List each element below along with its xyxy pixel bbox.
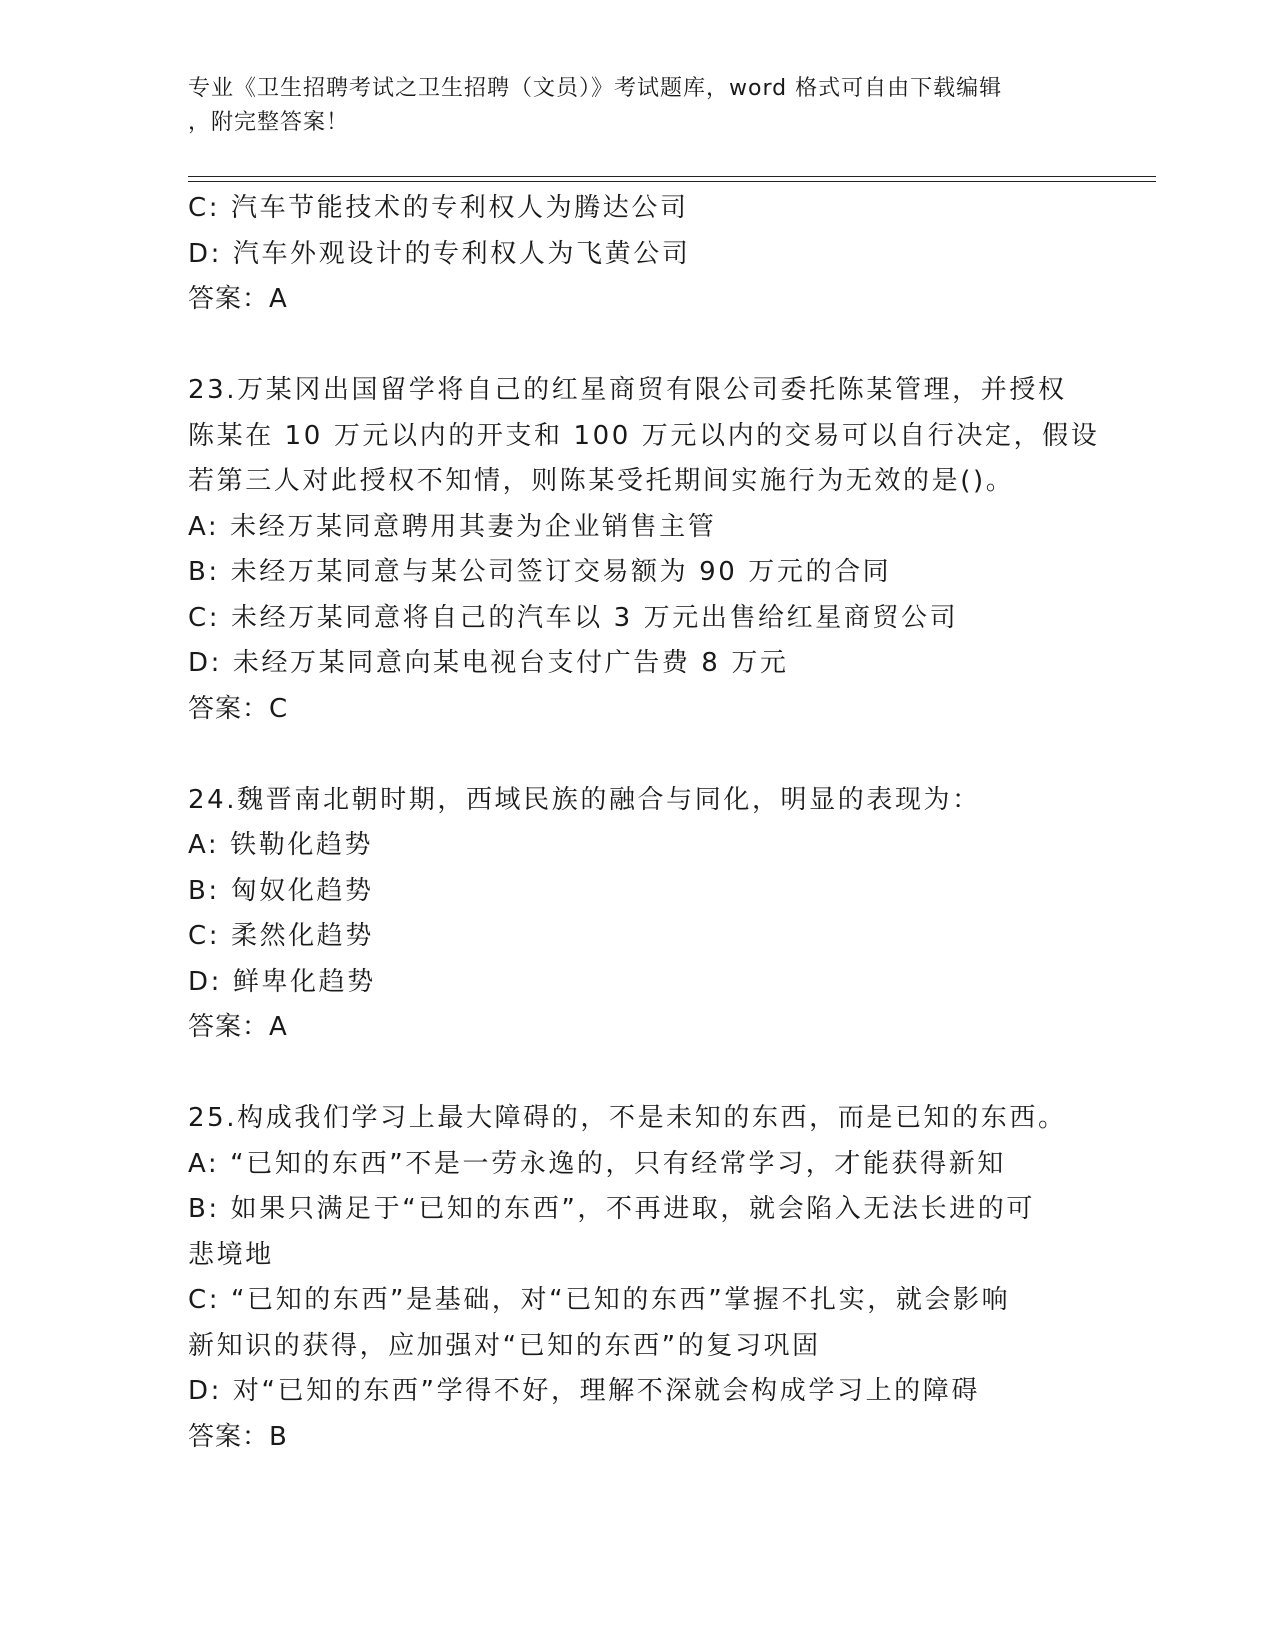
question-block-prev bbox=[188, 186, 1088, 323]
option-b-cont: 悲境地 bbox=[188, 1239, 274, 1270]
header-line-2: ，附完整答案！ bbox=[188, 110, 350, 135]
question-stem-cont: 若第三人对此授权不知情，则陈某受托期间实施行为无效的是()。 bbox=[188, 466, 1015, 496]
spacer bbox=[188, 1051, 1088, 1097]
option-d: D: 对“已知的东西”学得不好，理解不深就会构成学习上的障碍 bbox=[188, 1376, 980, 1406]
question-stem-cont: 陈某在 10 万元以内的开支和 100 万元以内的交易可以自行决定，假设 bbox=[188, 420, 1100, 451]
option-b: B: 匈奴化趋势 bbox=[188, 875, 374, 906]
spacer bbox=[188, 323, 1088, 369]
option-b: B: 如果只满足于“已知的东西”，不再进取，就会陷入无法长进的可 bbox=[188, 1194, 1036, 1224]
spacer bbox=[188, 732, 1088, 778]
option-d: D: 汽车外观设计的专利权人为飞黄公司 bbox=[188, 238, 691, 269]
question-list bbox=[188, 186, 1100, 1460]
option-b: B: 未经万某同意与某公司签订交易额为 90 万元的合同 bbox=[188, 557, 892, 587]
answer-label: 答案：A bbox=[188, 284, 288, 314]
option-c: C: 汽车节能技术的专利权人为腾达公司 bbox=[188, 193, 689, 223]
header-line-1: 专业《卫生招聘考试之卫生招聘（文员）》考试题库，word 格式可自由下载编辑 bbox=[188, 76, 1003, 101]
option-c: C: 柔然化趋势 bbox=[188, 921, 374, 951]
question-stem: 23.万某冈出国留学将自己的红星商贸有限公司委托陈某管理，并授权 bbox=[188, 375, 1067, 405]
option-d: D: 未经万某同意向某电视台支付广告费 8 万元 bbox=[188, 648, 789, 678]
option-a: A: 铁勒化趋势 bbox=[188, 830, 374, 860]
document-header bbox=[188, 72, 1068, 140]
question-block-23 bbox=[188, 368, 1100, 732]
question-stem: 25.构成我们学习上最大障碍的，不是未知的东西，而是已知的东西。 bbox=[188, 1103, 1067, 1133]
option-d: D: 鲜卑化趋势 bbox=[188, 966, 376, 997]
question-block-25 bbox=[188, 1096, 1088, 1460]
question-block-24 bbox=[188, 778, 1088, 1051]
option-c: C: “已知的东西”是基础，对“已知的东西”掌握不扎实，就会影响 bbox=[188, 1285, 1011, 1315]
option-a: A: 未经万某同意聘用其妻为企业销售主管 bbox=[188, 511, 717, 542]
header-divider-top bbox=[188, 176, 1156, 177]
header-divider-bottom bbox=[188, 181, 1156, 182]
question-stem: 24.魏晋南北朝时期，西域民族的融合与同化，明显的表现为： bbox=[188, 784, 981, 815]
option-a: A: “已知的东西”不是一劳永逸的，只有经常学习，才能获得新知 bbox=[188, 1148, 1006, 1179]
option-c-cont: 新知识的获得，应加强对“已知的东西”的复习巩固 bbox=[188, 1330, 821, 1361]
answer-label: 答案：B bbox=[188, 1421, 288, 1452]
answer-label: 答案：C bbox=[188, 693, 289, 724]
answer-label: 答案：A bbox=[188, 1012, 288, 1042]
option-c: C: 未经万某同意将自己的汽车以 3 万元出售给红星商贸公司 bbox=[188, 602, 959, 633]
